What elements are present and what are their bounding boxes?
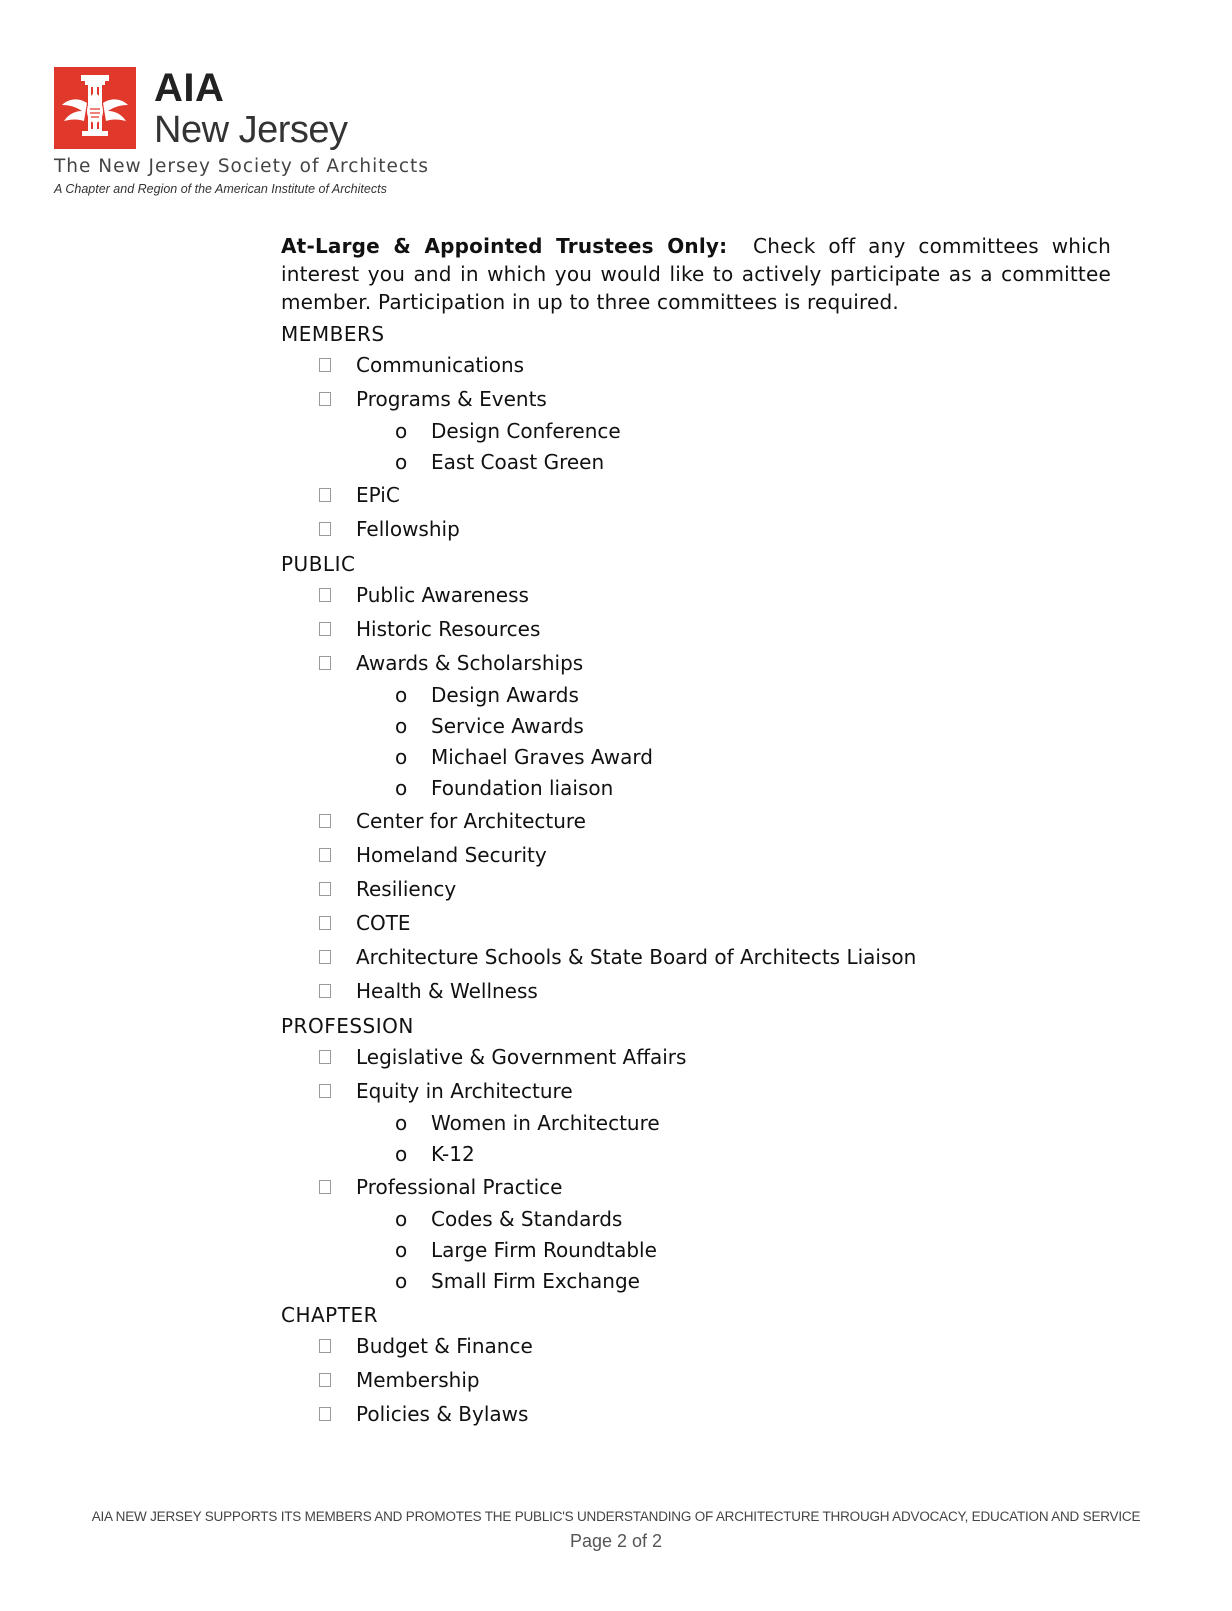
footer-mission-statement: AIA NEW JERSEY SUPPORTS ITS MEMBERS AND PROMOTES THE PUBLIC'S UNDERSTANDING OF ARCHITECTURE THROUGH ADVOCACY, EDUCATION AND SERVICE: [91, 1509, 1141, 1524]
sub-committee-label: Michael Graves Award: [431, 745, 653, 769]
committee-item[interactable]: [281, 646, 1111, 680]
checkbox[interactable]: [319, 588, 331, 602]
committee-label: Programs & Events: [356, 387, 547, 411]
sub-committee-item: [281, 1235, 1111, 1266]
eagle-column-icon: [54, 67, 136, 149]
sub-committee-item: [281, 773, 1111, 804]
sub-committee-label: K-12: [431, 1142, 475, 1166]
sub-bullet-icon: o: [395, 1269, 408, 1293]
committee-item[interactable]: [281, 382, 1111, 416]
committee-item[interactable]: [281, 906, 1111, 940]
committee-label: Legislative & Government Affairs: [356, 1045, 687, 1069]
profession-list: [281, 1040, 1111, 1297]
committee-label: COTE: [356, 911, 411, 935]
checkbox[interactable]: [319, 522, 331, 536]
checkbox[interactable]: [319, 1084, 331, 1098]
committee-item[interactable]: [281, 1363, 1111, 1397]
checkbox[interactable]: [319, 1339, 331, 1353]
checkbox[interactable]: [319, 488, 331, 502]
sub-committee-label: Women in Architecture: [431, 1111, 660, 1135]
sub-committee-item: [281, 1266, 1111, 1297]
sub-committee-label: Design Awards: [431, 683, 579, 707]
committee-item[interactable]: [281, 838, 1111, 872]
checkbox[interactable]: [319, 1050, 331, 1064]
committee-item[interactable]: [281, 578, 1111, 612]
sub-committee-label: Codes & Standards: [431, 1207, 623, 1231]
sub-bullet-icon: o: [395, 1142, 408, 1166]
committee-item[interactable]: [281, 1040, 1111, 1074]
checkbox[interactable]: [319, 848, 331, 862]
sub-committee-label: Large Firm Roundtable: [431, 1238, 657, 1262]
checkbox[interactable]: [319, 984, 331, 998]
committee-label: Homeland Security: [356, 843, 547, 867]
sub-committee-label: Small Firm Exchange: [431, 1269, 640, 1293]
committee-label: Membership: [356, 1368, 480, 1392]
page-number: Page 2 of 2: [569, 1531, 663, 1551]
sub-bullet-icon: o: [395, 419, 408, 443]
committee-item[interactable]: [281, 512, 1111, 546]
committee-item[interactable]: [281, 940, 1111, 974]
checkbox[interactable]: [319, 814, 331, 828]
committee-item[interactable]: [281, 1170, 1111, 1204]
sub-bullet-icon: o: [395, 776, 408, 800]
sub-committee-item: [281, 742, 1111, 773]
sub-committee-item: [281, 1108, 1111, 1139]
checkbox[interactable]: [319, 656, 331, 670]
aia-logo-mark: [54, 67, 136, 149]
committee-label: Equity in Architecture: [356, 1079, 573, 1103]
section-heading-profession: PROFESSION: [281, 1014, 414, 1038]
committee-label: Awards & Scholarships: [356, 651, 584, 675]
committee-item[interactable]: [281, 478, 1111, 512]
committee-item[interactable]: [281, 1329, 1111, 1363]
sub-committee-item: [281, 447, 1111, 478]
checkbox[interactable]: [319, 392, 331, 406]
committee-label: Resiliency: [356, 877, 457, 901]
sub-committee-item: [281, 711, 1111, 742]
public-list: [281, 578, 1111, 1008]
checkbox[interactable]: [319, 950, 331, 964]
committee-item[interactable]: [281, 974, 1111, 1008]
checkbox[interactable]: [319, 1373, 331, 1387]
society-name: The New Jersey Society of Architects: [54, 156, 429, 177]
committee-label: Policies & Bylaws: [356, 1402, 529, 1426]
committee-form: [281, 232, 1111, 1431]
committee-item[interactable]: [281, 1397, 1111, 1431]
sub-committee-item: [281, 680, 1111, 711]
committee-label: Center for Architecture: [356, 809, 586, 833]
sub-bullet-icon: o: [395, 714, 408, 738]
committee-label: Public Awareness: [356, 583, 529, 607]
sub-bullet-icon: o: [395, 683, 408, 707]
sub-bullet-icon: o: [395, 450, 408, 474]
intro-lead: At-Large & Appointed Trustees Only:: [281, 234, 728, 258]
chapter-list: [281, 1329, 1111, 1431]
checkbox[interactable]: [319, 1180, 331, 1194]
sub-bullet-icon: o: [395, 1238, 408, 1262]
sub-bullet-icon: o: [395, 1207, 408, 1231]
committee-item[interactable]: [281, 804, 1111, 838]
committee-item[interactable]: [281, 872, 1111, 906]
sub-bullet-icon: o: [395, 745, 408, 769]
committee-label: Fellowship: [356, 517, 460, 541]
logo-new-jersey-text: New Jersey: [154, 109, 348, 151]
checkbox[interactable]: [319, 1407, 331, 1421]
section-heading-members: MEMBERS: [281, 322, 385, 346]
checkbox[interactable]: [319, 622, 331, 636]
committee-label: Budget & Finance: [356, 1334, 533, 1358]
sub-committee-item: [281, 1139, 1111, 1170]
committee-label: Historic Resources: [356, 617, 541, 641]
checkbox[interactable]: [319, 882, 331, 896]
committee-item[interactable]: [281, 348, 1111, 382]
members-list: [281, 348, 1111, 546]
section-heading-chapter: CHAPTER: [281, 1303, 378, 1327]
committee-label: EPiC: [356, 483, 400, 507]
committee-label: Communications: [356, 353, 525, 377]
sub-committee-label: Design Conference: [431, 419, 621, 443]
sub-committee-label: Service Awards: [431, 714, 584, 738]
section-heading-public: PUBLIC: [281, 552, 356, 576]
committee-label: Professional Practice: [356, 1175, 563, 1199]
chapter-tagline: A Chapter and Region of the American Institute of Architects: [54, 182, 387, 196]
sub-committee-label: East Coast Green: [431, 450, 605, 474]
intro-text: Check off any committees which interest you and in which you would like to actively participate as a committee member. Participation in up to three committees is required.: [281, 234, 1111, 314]
checkbox[interactable]: [319, 916, 331, 930]
checkbox[interactable]: [319, 358, 331, 372]
sub-committee-item: [281, 416, 1111, 447]
committee-item[interactable]: [281, 1074, 1111, 1108]
sub-committee-label: Foundation liaison: [431, 776, 614, 800]
sub-bullet-icon: o: [395, 1111, 408, 1135]
committee-item[interactable]: [281, 612, 1111, 646]
logo-aia-text: AIA: [154, 66, 225, 110]
intro-paragraph: [281, 232, 1111, 316]
committee-label: Architecture Schools & State Board of Architects Liaison: [356, 945, 917, 969]
sub-committee-item: [281, 1204, 1111, 1235]
committee-label: Health & Wellness: [356, 979, 538, 1003]
